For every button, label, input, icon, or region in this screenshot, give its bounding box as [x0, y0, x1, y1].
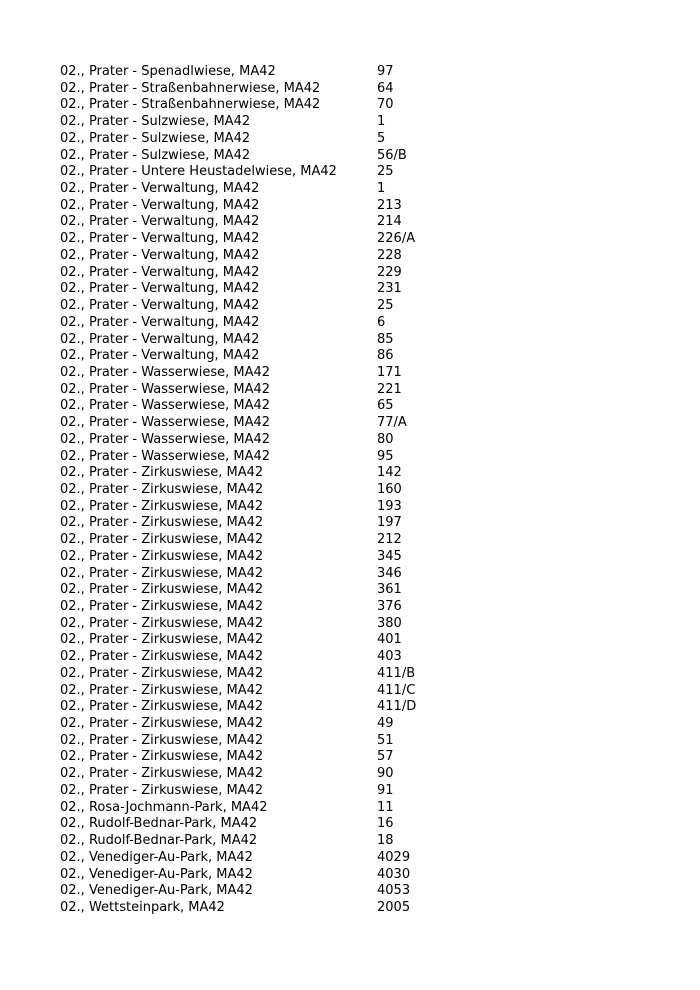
- list-row: [60, 482, 660, 499]
- location-text: 02., Prater - Verwaltung, MA42: [60, 348, 260, 364]
- document-list: [60, 64, 660, 917]
- number-text: 160: [377, 481, 402, 497]
- number-text: 51: [377, 732, 394, 748]
- list-row: [60, 248, 660, 265]
- list-row: [60, 148, 660, 165]
- location-text: 02., Prater - Verwaltung, MA42: [60, 281, 260, 297]
- list-row: [60, 348, 660, 365]
- location-text: 02., Prater - Zirkuswiese, MA42: [60, 766, 264, 782]
- list-row: [60, 515, 660, 532]
- list-row: [60, 867, 660, 884]
- list-row: [60, 231, 660, 248]
- location-text: 02., Prater - Sulzwiese, MA42: [60, 114, 251, 130]
- list-row: [60, 315, 660, 332]
- location-text: 02., Prater - Zirkuswiese, MA42: [60, 632, 264, 648]
- number-text: 65: [377, 398, 394, 414]
- number-text: 226/A: [377, 231, 416, 247]
- number-text: 16: [377, 816, 394, 832]
- list-row: [60, 766, 660, 783]
- number-text: 403: [377, 649, 402, 665]
- location-text: 02., Prater - Zirkuswiese, MA42: [60, 749, 264, 765]
- location-text: 02., Prater - Zirkuswiese, MA42: [60, 481, 264, 497]
- number-text: 411/B: [377, 665, 416, 681]
- number-text: 49: [377, 716, 394, 732]
- location-text: 02., Prater - Wasserwiese, MA42: [60, 364, 271, 380]
- number-text: 70: [377, 97, 394, 113]
- list-row: [60, 499, 660, 516]
- number-text: 64: [377, 80, 394, 96]
- location-text: 02., Prater - Zirkuswiese, MA42: [60, 682, 264, 698]
- number-text: 376: [377, 599, 402, 614]
- number-text: 221: [377, 381, 402, 397]
- location-text: 02., Prater - Untere Heustadelwiese, MA42: [60, 164, 337, 180]
- location-text: 02., Prater - Verwaltung, MA42: [60, 298, 260, 314]
- number-text: 4053: [377, 883, 411, 899]
- location-text: 02., Prater - Verwaltung, MA42: [60, 197, 260, 213]
- number-text: 228: [377, 247, 402, 263]
- list-row: [60, 566, 660, 583]
- list-row: [60, 332, 660, 349]
- number-text: 345: [377, 548, 402, 564]
- number-text: 193: [377, 498, 402, 514]
- number-text: 411/D: [377, 699, 417, 715]
- number-text: 213: [377, 197, 402, 213]
- list-row: [60, 181, 660, 198]
- number-text: 6: [377, 314, 386, 330]
- list-row: [60, 582, 660, 599]
- list-row: [60, 214, 660, 231]
- location-text: 02., Wettsteinpark, MA42: [60, 899, 225, 915]
- location-text: 02., Prater - Straßenbahnerwiese, MA42: [60, 80, 321, 96]
- list-row: [60, 114, 660, 131]
- location-text: 02., Prater - Zirkuswiese, MA42: [60, 782, 264, 798]
- list-row: [60, 415, 660, 432]
- location-text: 02., Prater - Zirkuswiese, MA42: [60, 465, 264, 481]
- number-text: 229: [377, 264, 402, 280]
- list-row: [60, 666, 660, 683]
- list-row: [60, 298, 660, 315]
- location-text: 02., Prater - Verwaltung, MA42: [60, 264, 260, 280]
- location-text: 02., Prater - Verwaltung, MA42: [60, 247, 260, 263]
- location-text: 02., Prater - Verwaltung, MA42: [60, 314, 260, 330]
- number-text: 57: [377, 749, 394, 765]
- location-text: 02., Prater - Spenadlwiese, MA42: [60, 64, 276, 79]
- location-text: 02., Prater - Zirkuswiese, MA42: [60, 599, 264, 614]
- number-text: 4030: [377, 866, 411, 882]
- number-text: 56/B: [377, 147, 407, 163]
- location-text: 02., Rosa-Jochmann-Park, MA42: [60, 799, 268, 815]
- number-text: 171: [377, 364, 402, 380]
- number-text: 80: [377, 431, 394, 447]
- location-text: 02., Prater - Wasserwiese, MA42: [60, 398, 271, 414]
- list-row: [60, 398, 660, 415]
- list-row: [60, 733, 660, 750]
- location-text: 02., Prater - Zirkuswiese, MA42: [60, 699, 264, 715]
- list-row: [60, 883, 660, 900]
- location-text: 02., Prater - Verwaltung, MA42: [60, 231, 260, 247]
- list-row: [60, 465, 660, 482]
- list-row: [60, 265, 660, 282]
- location-text: 02., Prater - Wasserwiese, MA42: [60, 415, 271, 431]
- number-text: 197: [377, 515, 402, 531]
- number-text: 212: [377, 532, 402, 548]
- location-text: 02., Prater - Zirkuswiese, MA42: [60, 649, 264, 665]
- list-row: [60, 97, 660, 114]
- location-text: 02., Rudolf-Bednar-Park, MA42: [60, 833, 258, 849]
- location-text: 02., Prater - Sulzwiese, MA42: [60, 130, 251, 146]
- location-text: 02., Prater - Zirkuswiese, MA42: [60, 665, 264, 681]
- number-text: 86: [377, 348, 394, 364]
- location-text: 02., Prater - Zirkuswiese, MA42: [60, 548, 264, 564]
- number-text: 90: [377, 766, 394, 782]
- location-text: 02., Prater - Verwaltung, MA42: [60, 331, 260, 347]
- number-text: 18: [377, 833, 394, 849]
- number-text: 11: [377, 799, 394, 815]
- list-row: [60, 131, 660, 148]
- location-text: 02., Prater - Zirkuswiese, MA42: [60, 615, 264, 631]
- number-text: 411/C: [377, 682, 416, 698]
- location-text: 02., Prater - Zirkuswiese, MA42: [60, 732, 264, 748]
- location-text: 02., Prater - Sulzwiese, MA42: [60, 147, 251, 163]
- location-text: 02., Prater - Zirkuswiese, MA42: [60, 582, 264, 598]
- list-row: [60, 81, 660, 98]
- number-text: 346: [377, 565, 402, 581]
- location-text: 02., Prater - Zirkuswiese, MA42: [60, 565, 264, 581]
- list-row: [60, 164, 660, 181]
- location-text: 02., Prater - Verwaltung, MA42: [60, 214, 260, 230]
- number-text: 85: [377, 331, 394, 347]
- number-text: 380: [377, 615, 402, 631]
- list-row: [60, 198, 660, 215]
- number-text: 361: [377, 582, 402, 598]
- location-text: 02., Prater - Wasserwiese, MA42: [60, 431, 271, 447]
- list-row: [60, 850, 660, 867]
- number-text: 25: [377, 164, 394, 180]
- list-row: [60, 833, 660, 850]
- number-text: 25: [377, 298, 394, 314]
- location-text: 02., Rudolf-Bednar-Park, MA42: [60, 816, 258, 832]
- list-row: [60, 816, 660, 833]
- list-row: [60, 64, 660, 81]
- list-row: [60, 699, 660, 716]
- list-row: [60, 749, 660, 766]
- location-text: 02., Prater - Zirkuswiese, MA42: [60, 515, 264, 531]
- location-text: 02., Prater - Verwaltung, MA42: [60, 181, 260, 197]
- list-row: [60, 365, 660, 382]
- number-text: 401: [377, 632, 402, 648]
- list-row: [60, 599, 660, 616]
- location-text: 02., Prater - Zirkuswiese, MA42: [60, 716, 264, 732]
- number-text: 5: [377, 130, 386, 146]
- list-row: [60, 683, 660, 700]
- location-text: 02., Prater - Zirkuswiese, MA42: [60, 498, 264, 514]
- list-row: [60, 449, 660, 466]
- location-text: 02., Venediger-Au-Park, MA42: [60, 866, 253, 882]
- number-text: 142: [377, 465, 402, 481]
- number-text: 77/A: [377, 415, 407, 431]
- location-text: 02., Venediger-Au-Park, MA42: [60, 849, 253, 865]
- list-row: [60, 382, 660, 399]
- list-row: [60, 549, 660, 566]
- number-text: 91: [377, 782, 394, 798]
- list-row: [60, 616, 660, 633]
- list-row: [60, 900, 660, 917]
- number-text: 1: [377, 181, 386, 197]
- list-row: [60, 632, 660, 649]
- number-text: 95: [377, 448, 394, 464]
- number-text: 231: [377, 281, 402, 297]
- location-text: 02., Venediger-Au-Park, MA42: [60, 883, 253, 899]
- number-text: 214: [377, 214, 402, 230]
- location-text: 02., Prater - Straßenbahnerwiese, MA42: [60, 97, 321, 113]
- list-row: [60, 281, 660, 298]
- list-row: [60, 532, 660, 549]
- number-text: 2005: [377, 899, 411, 915]
- list-row: [60, 649, 660, 666]
- location-text: 02., Prater - Wasserwiese, MA42: [60, 448, 271, 464]
- number-text: 1: [377, 114, 386, 130]
- list-row: [60, 432, 660, 449]
- number-text: 4029: [377, 849, 411, 865]
- list-row: [60, 783, 660, 800]
- location-text: 02., Prater - Zirkuswiese, MA42: [60, 532, 264, 548]
- list-row: [60, 716, 660, 733]
- list-row: [60, 800, 660, 817]
- number-text: 97: [377, 64, 394, 79]
- location-text: 02., Prater - Wasserwiese, MA42: [60, 381, 271, 397]
